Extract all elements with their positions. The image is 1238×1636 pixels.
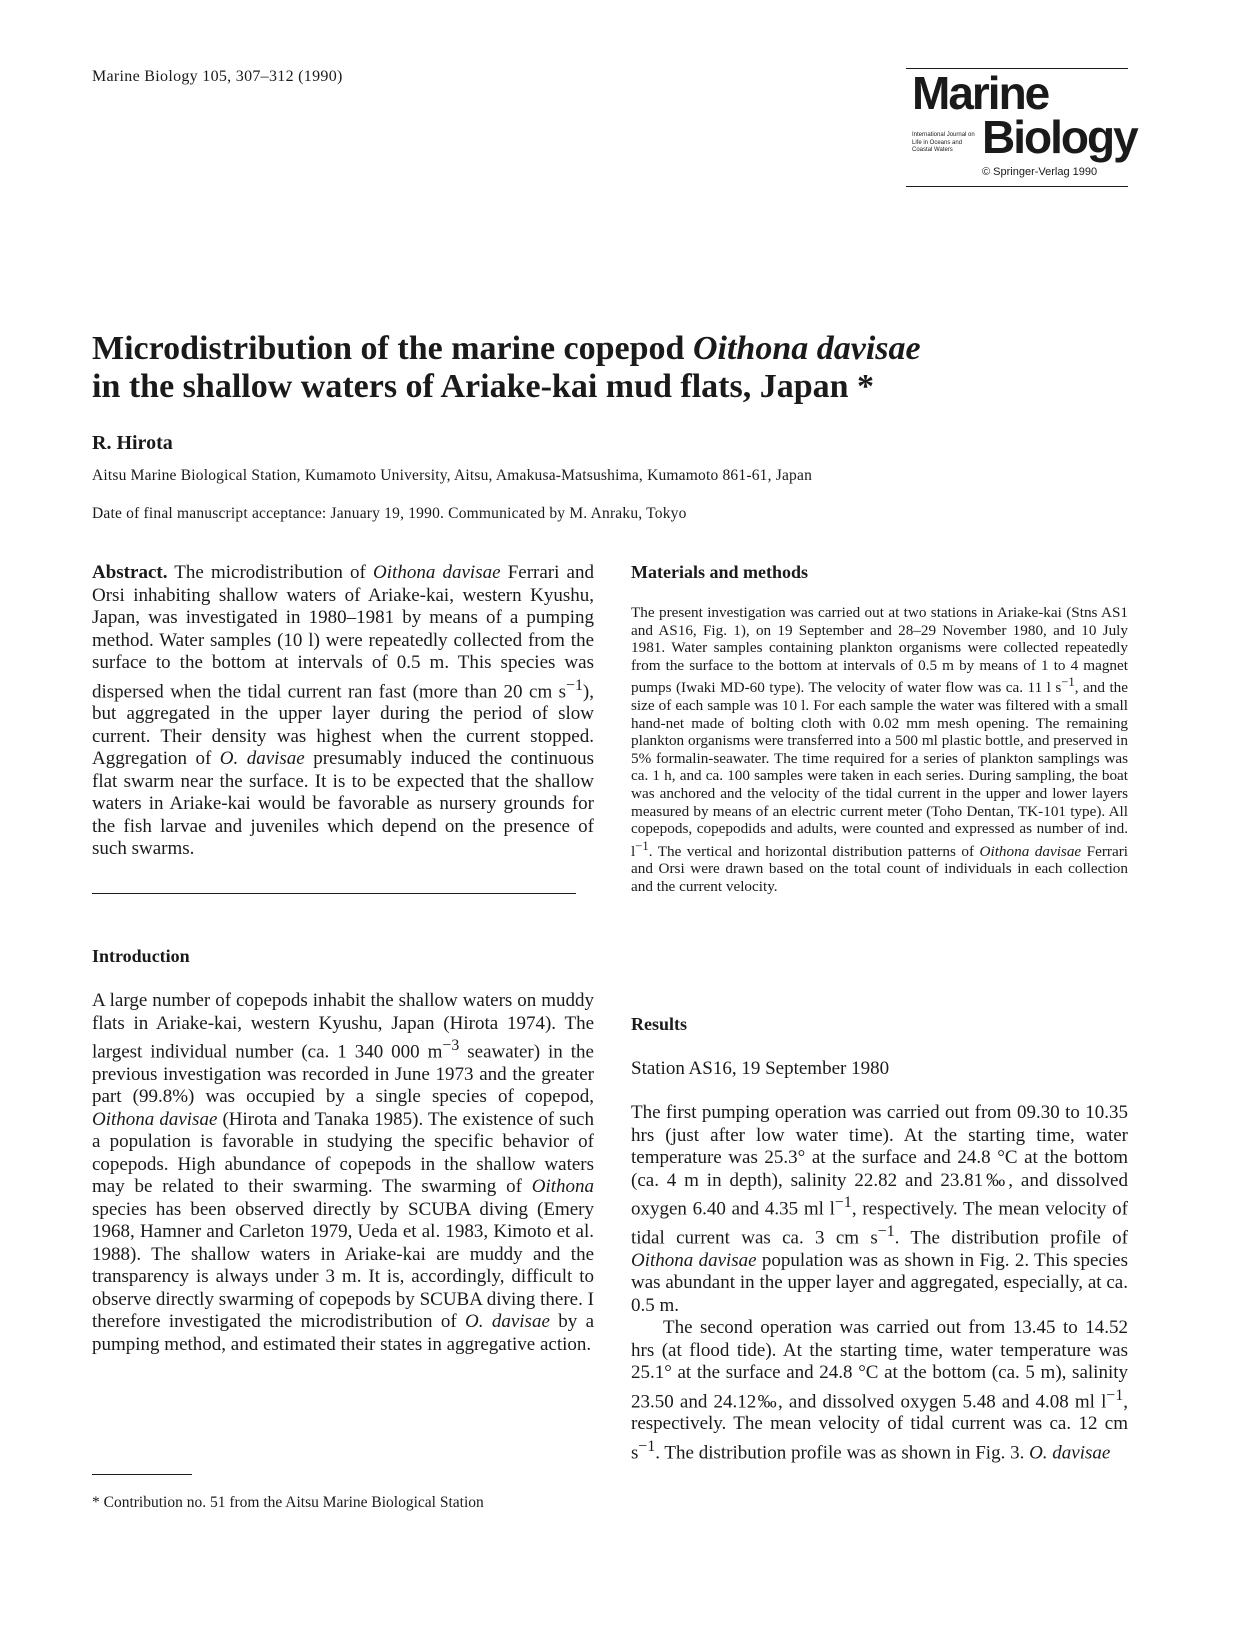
journal-logo-biology: Biology	[982, 111, 1137, 163]
species-name: O. davisae	[465, 1311, 550, 1333]
manuscript-dates: Date of final manuscript acceptance: January 19, 1990. Communicated by M. Anraku, Tokyo	[92, 505, 687, 522]
results-text: , respectively. The mean velocity of tidal current was ca. 12 cm s	[631, 1390, 1128, 1464]
results-body	[631, 1102, 1128, 1465]
author-affiliation: Aitsu Marine Biological Station, Kumamoto University, Aitsu, Amakusa-Matsushima, Kumamoto 861-61, Japan	[92, 467, 813, 484]
introduction-heading: Introduction	[92, 946, 190, 966]
introduction-body	[92, 990, 594, 1356]
title-part2: in the shallow waters of Ariake-kai mud flats, Japan *	[92, 368, 875, 405]
footnote: * Contribution no. 51 from the Aitsu Marine Biological Station	[92, 1494, 484, 1511]
species-name: Oithona davisae	[92, 1108, 218, 1130]
superscript: −1	[635, 838, 649, 853]
abstract-text: ), but aggregated in the upper layer during the period of slow current. Their density was highest when the current stopped. Aggregation of	[92, 680, 594, 770]
results-text: , respectively. The mean velocity of tidal current was ca. 3 cm s	[631, 1198, 1128, 1249]
results-paragraph-1	[631, 1102, 1128, 1317]
results-text: The first pumping operation was carried out from 09.30 to 10.35 hrs (just after low water time). At the starting time, water temperature was 25.3° at the surface and 24.8 °C at the bottom (ca. 4 m in depth), salinity 22.82 and 23.81‰, and dissolved oxygen 6.40 and 4.35 ml l	[631, 1102, 1128, 1220]
logo-bottom-rule	[906, 186, 1128, 187]
journal-logo-tagline: International Journal on Life in Oceans and Coastal Waters	[912, 132, 975, 153]
results-text: . The distribution profile of	[894, 1227, 1128, 1249]
methods-text: The present investigation was carried out at two stations in Ariake-kai (Stns AS1 and AS16, Fig. 1), on 19 September and 28–29 November 1980, and 10 July 1981. Water samples containing plankton organisms were collected repeatedly from the surface to the bottom at intervals of 0.5 m by means of 1 to 4 magnet pumps (Iwaki MD-60 type). The velocity of water flow was ca. 11 l s	[631, 604, 1128, 697]
author-name: R. Hirota	[92, 432, 173, 454]
intro-text: by a pumping method, and estimated their states in aggregative action.	[92, 1311, 594, 1355]
title-species: Oithona davisae	[692, 330, 921, 367]
methods-text: Ferrari and Orsi were drawn based on the total count of individuals in each collection and the current velocity.	[631, 842, 1128, 896]
paper-title	[92, 330, 1152, 406]
species-name: Oithona davisae	[979, 842, 1082, 860]
intro-text: species has been observed directly by SCUBA diving (Emery 1968, Hamner and Carleton 1979, Ueda et al. 1983, Kimoto et al. 1988). The shallow waters in Ariake-kai are muddy and the transparency is always under 3 m. It is, accordingly, difficult to observe directly swarming of copepods by SCUBA diving there. I therefore investigated the microdistribution of	[92, 1198, 594, 1333]
methods-heading: Materials and methods	[631, 562, 808, 582]
intro-text: (Hirota and Tanaka 1985). The existence of such a population is favorable in studying the specific behavior of copepods. High abundance of copepods in the shallow waters may be related to their swarming. The swarming of	[92, 1108, 594, 1198]
species-name: O. davisae	[219, 748, 305, 770]
footnote-rule	[92, 1474, 192, 1475]
abstract-text: The microdistribution of	[167, 562, 374, 583]
results-heading: Results	[631, 1014, 688, 1034]
superscript: −1	[566, 676, 583, 694]
intro-text: seawater) in the previous investigation was recorded in June 1973 and the greater part (99.8%) was occupied by a single species of copepod,	[92, 1041, 594, 1108]
results-text: . The distribution profile was as shown in Fig. 3.	[655, 1442, 1030, 1464]
superscript: −1	[1106, 1386, 1124, 1404]
abstract	[92, 562, 594, 861]
abstract-text: presumably induced the continuous flat swarm near the surface. It is to be expected that the shallow waters in Ariake-kai would be favorable as nursery grounds for the fish larvae and juveniles which depend on the presence of such swarms.	[92, 748, 594, 860]
title-part1: Microdistribution of the marine copepod	[92, 330, 693, 367]
journal-logo-marine: Marine	[912, 67, 1049, 119]
journal-reference: Marine Biology 105, 307–312 (1990)	[92, 68, 343, 85]
superscript: −1	[1061, 675, 1075, 690]
results-text: population was as shown in Fig. 2. This species was abundant in the upper layer and aggregated, especially, at ca. 0.5 m.	[631, 1249, 1128, 1316]
results-subheading: Station AS16, 19 September 1980	[631, 1058, 890, 1079]
results-text: The second operation was carried out from 13.45 to 14.52 hrs (at flood tide). At the starting time, water temperature was 25.1° at the surface and 24.8 °C at the bottom (ca. 5 m), salinity 23.50 and 24.12‰, and dissolved oxygen 5.48 and 4.08 ml l	[631, 1317, 1128, 1412]
methods-text: , and the size of each sample was 10 l. For each sample the water was filtered with a small hand-net made of bolting cloth with 0.02 mm mesh opening. The remaining plankton organisms were transferred into a 500 ml plastic bottle, and preserved in 5% formalin-seawater. The time required for a series of plankton samplings was ca. 1 h, and ca. 100 samples were taken in each series. During sampling, the boat was anchored and the velocity of the tidal current in the upper and lower layers measured by means of an electric current meter (Toho Dentan, TK-101 type). All copepods, copepodids and adults, were counted and expressed as number of ind. l	[631, 679, 1128, 860]
methods-body	[631, 604, 1128, 896]
abstract-label: Abstract.	[92, 562, 168, 583]
abstract-divider	[92, 893, 576, 894]
species-name: Oithona davisae	[373, 562, 501, 583]
methods-text: . The vertical and horizontal distribution patterns of	[648, 842, 980, 860]
abstract-text: Ferrari and Orsi inhabiting shallow waters of Ariake-kai, western Kyushu, Japan, was investigated in 1980–1981 by means of a pumping method. Water samples (10 l) were repeatedly collected from the surface to the bottom at intervals of 0.5 m. This species was dispersed when the tidal current ran fast (more than 20 cm s	[92, 562, 594, 702]
superscript: −1	[638, 1437, 656, 1455]
publisher-copyright: © Springer-Verlag 1990	[982, 166, 1098, 178]
species-name: Oithona davisae	[631, 1249, 757, 1271]
superscript: −3	[442, 1037, 460, 1054]
superscript: −1	[834, 1194, 852, 1211]
intro-text: A large number of copepods inhabit the shallow waters on muddy flats in Ariake-kai, western Kyushu, Japan (Hirota 1974). The largest individual number (ca. 1 340 000 m	[92, 990, 594, 1063]
species-name: Oithona	[531, 1176, 594, 1198]
species-name: O. davisae	[1029, 1442, 1111, 1464]
results-paragraph-2	[631, 1317, 1128, 1465]
superscript: −1	[877, 1222, 895, 1240]
